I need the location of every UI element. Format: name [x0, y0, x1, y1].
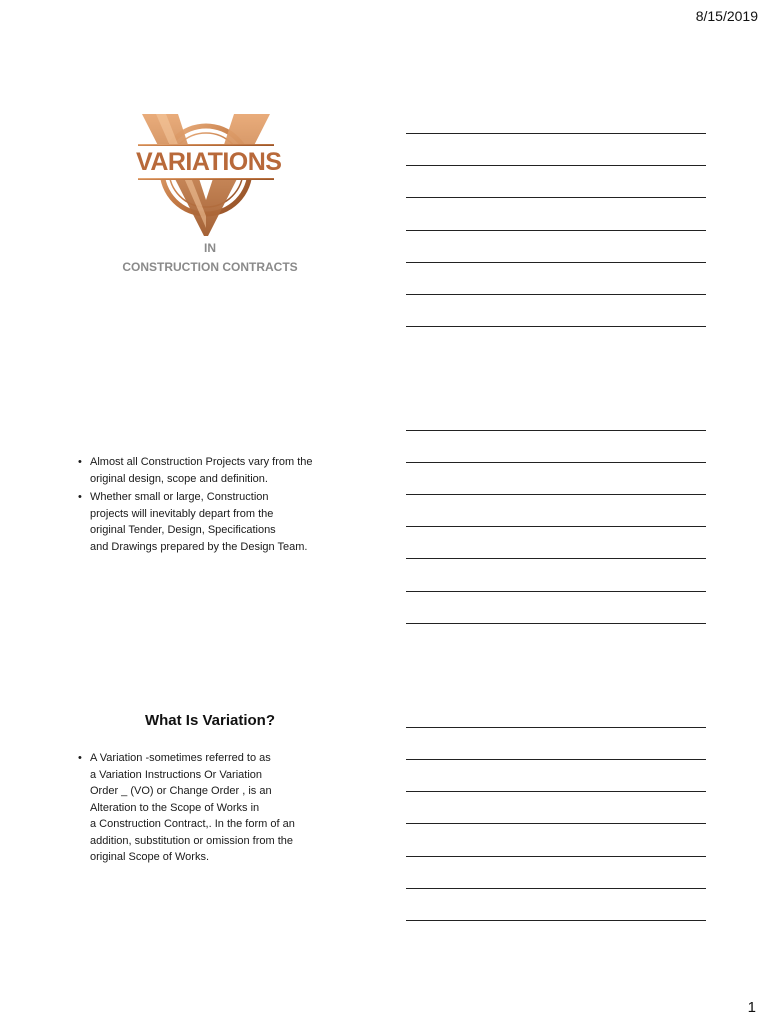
note-line [406, 230, 706, 231]
subtitle-construction-contracts: CONSTRUCTION CONTRACTS [122, 260, 298, 274]
note-line [406, 294, 706, 295]
note-line [406, 262, 706, 263]
slide-1 [60, 100, 360, 290]
note-line [406, 823, 706, 824]
note-line [406, 430, 706, 431]
bullet-line: a Construction Contract,. In the form of an [90, 818, 295, 830]
note-line [406, 197, 706, 198]
bullet-line: • Whether small or large, Construction [90, 491, 269, 503]
slide-2-bullet-list [74, 454, 356, 555]
logo-wordmark: VARIATIONS [136, 148, 282, 176]
bullet-item [74, 750, 356, 866]
note-line [406, 165, 706, 166]
bullet-line: original design, scope and definition. [90, 472, 268, 485]
note-line [406, 558, 706, 559]
slide-3 [74, 750, 356, 868]
note-line [406, 727, 706, 728]
bullet-line: projects will inevitably depart from the [90, 507, 274, 520]
slide-2 [74, 454, 356, 557]
bullet-line: a Variation Instructions Or Variation [90, 768, 263, 781]
note-line [406, 494, 706, 495]
bullet-item [74, 489, 356, 555]
bullet-line: Alteration to the Scope of Works in [90, 801, 260, 814]
note-line [406, 526, 706, 527]
note-line [406, 920, 706, 921]
bullet-line: • A Variation -sometimes referred to as [90, 752, 271, 764]
note-line [406, 591, 706, 592]
bullet-line: original Tender, Design, Specifications [90, 524, 276, 536]
page-date: 8/15/2019 [695, 8, 758, 24]
note-line [406, 856, 706, 857]
note-line [406, 888, 706, 889]
note-line [406, 623, 706, 624]
bullet-line: • Almost all Construction Projects vary from the [90, 456, 313, 468]
bullet-line: addition, substitution or omission from the [90, 834, 293, 847]
note-line [406, 326, 706, 327]
note-line [406, 759, 706, 760]
subtitle-in: IN [204, 241, 216, 255]
slide-3-title: What Is Variation? [144, 712, 276, 729]
note-line [406, 462, 706, 463]
page-number: 1 [747, 999, 756, 1016]
bullet-line: original Scope of Works. [90, 851, 210, 863]
slide-3-bullet-list [74, 750, 356, 866]
bullet-line: and Drawings prepared by the Design Team. [90, 540, 308, 553]
note-line [406, 791, 706, 792]
variations-logo [136, 108, 282, 238]
note-line [406, 133, 706, 134]
bullet-line: Order _ (VO) or Change Order , is an [90, 785, 272, 797]
bullet-item [74, 454, 356, 487]
